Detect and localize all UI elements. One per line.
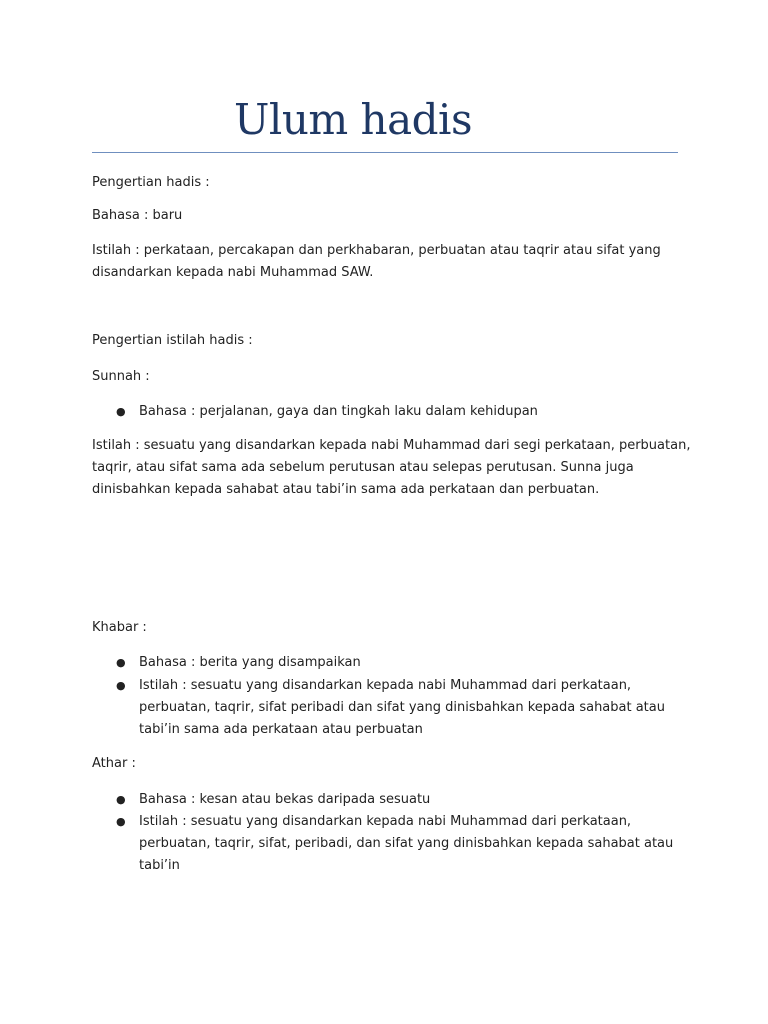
istilah-definition-line: Istilah : sesuatu yang disandarkan kepada nabi Muhammad dari segi perkataan, perbuatan, [92, 438, 691, 453]
list-item-text: perbuatan, taqrir, sifat, peribadi, dan sifat yang dinisbahkan kepada sahabat atau [139, 836, 674, 851]
section-heading-pengertian-istilah: Pengertian istilah hadis : [92, 333, 253, 348]
list-item-text: perbuatan, taqrir, sifat peribadi dan sifat yang dinisbahkan kepada sahabat atau [139, 700, 665, 715]
bullet-icon: ● [116, 679, 126, 692]
bullet-icon: ● [116, 793, 126, 806]
istilah-definition-line: disandarkan kepada nabi Muhammad SAW. [92, 265, 374, 280]
title-divider [92, 152, 678, 153]
bullet-icon: ● [116, 815, 126, 828]
list-item-text: Bahasa : perjalanan, gaya dan tingkah laku dalam kehidupan [139, 404, 538, 419]
istilah-definition-line: dinisbahkan kepada sahabat atau tabi’in sama ada perkataan dan perbuatan. [92, 482, 600, 497]
bullet-icon: ● [116, 405, 126, 418]
istilah-definition-line: Istilah : perkataan, percakapan dan perkhabaran, perbuatan atau taqrir atau sifat yang [92, 243, 661, 258]
list-item-text: tabi’in sama ada perkataan atau perbuatan [139, 722, 423, 737]
list-item-text: Istilah : sesuatu yang disandarkan kepada nabi Muhammad dari perkataan, [139, 814, 632, 829]
section-heading-sunnah: Sunnah : [92, 369, 150, 384]
page-title: Ulum hadis [234, 95, 473, 144]
istilah-definition-line: taqrir, atau sifat sama ada sebelum perutusan atau selepas perutusan. Sunna juga [92, 460, 634, 475]
section-heading-pengertian-hadis: Pengertian hadis : [92, 175, 210, 190]
list-item-text: Bahasa : berita yang disampaikan [139, 655, 361, 670]
bahasa-definition: Bahasa : baru [92, 208, 183, 223]
section-heading-athar: Athar : [92, 756, 136, 771]
bullet-icon: ● [116, 656, 126, 669]
list-item-text: Bahasa : kesan atau bekas daripada sesuatu [139, 792, 431, 807]
list-item-text: tabi’in [139, 858, 180, 873]
section-heading-khabar: Khabar : [92, 620, 147, 635]
list-item-text: Istilah : sesuatu yang disandarkan kepada nabi Muhammad dari perkataan, [139, 678, 632, 693]
